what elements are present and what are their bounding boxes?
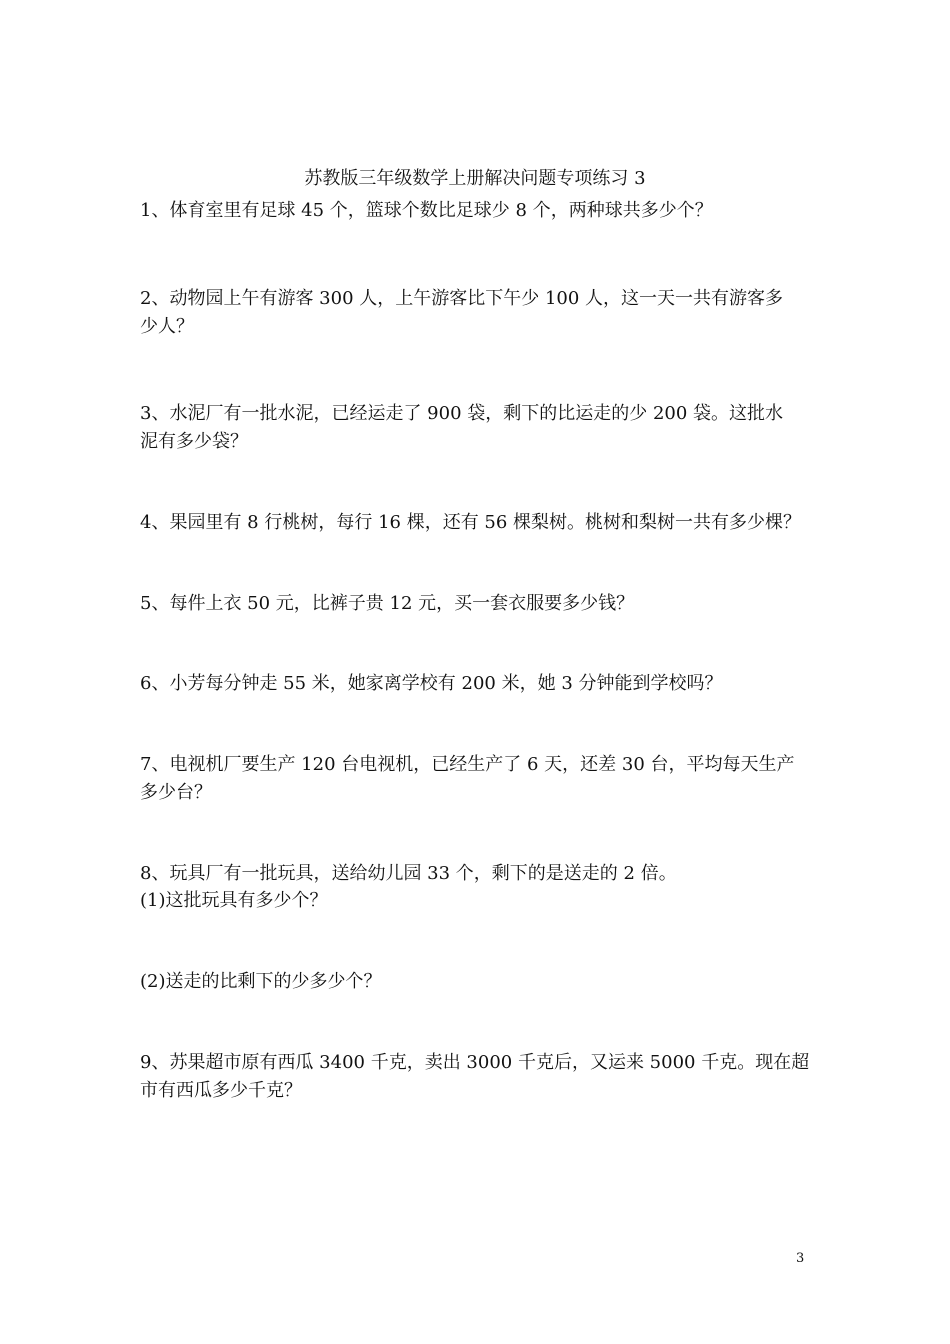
question-4-line-1: 4、果园里有 8 行桃树，每行 16 棵，还有 56 棵梨树。桃树和梨树一共有多少棵？ bbox=[140, 512, 802, 533]
question-9-line-1: 9、苏果超市原有西瓜 3400 千克，卖出 3000 千克后，又运来 5000 千克。现在超 bbox=[140, 1052, 810, 1073]
question-3-line-2: 泥有多少袋？ bbox=[140, 431, 248, 452]
question-8-sub-1: (1)这批玩具有多少个？ bbox=[140, 890, 328, 911]
page-number: 3 bbox=[796, 1251, 805, 1266]
question-8-line-1: 8、玩具厂有一批玩具，送给幼儿园 33 个，剩下的是送走的 2 倍。 bbox=[140, 863, 677, 884]
question-3-line-1: 3、水泥厂有一批水泥，已经运走了 900 袋，剩下的比运走的少 200 袋。这批水 bbox=[140, 403, 784, 424]
page-title: 苏教版三年级数学上册解决问题专项练习 3 bbox=[304, 168, 646, 189]
question-1-line-1: 1、体育室里有足球 45 个，篮球个数比足球少 8 个，两种球共多少个？ bbox=[140, 200, 713, 221]
question-9-line-2: 市有西瓜多少千克？ bbox=[140, 1080, 302, 1101]
question-2-line-2: 少人？ bbox=[140, 316, 194, 337]
question-2-line-1: 2、动物园上午有游客 300 人，上午游客比下午少 100 人，这一天一共有游客多 bbox=[140, 288, 784, 309]
question-7-line-1: 7、电视机厂要生产 120 台电视机，已经生产了 6 天，还差 30 台，平均每天生产 bbox=[140, 754, 795, 775]
question-8-sub-2-line-1: (2)送走的比剩下的少多少个？ bbox=[140, 971, 382, 992]
question-7-line-2: 多少台？ bbox=[140, 782, 212, 803]
question-5-line-1: 5、每件上衣 50 元，比裤子贵 12 元，买一套衣服要多少钱？ bbox=[140, 593, 635, 614]
question-6-line-1: 6、小芳每分钟走 55 米，她家离学校有 200 米，她 3 分钟能到学校吗？ bbox=[140, 673, 723, 694]
